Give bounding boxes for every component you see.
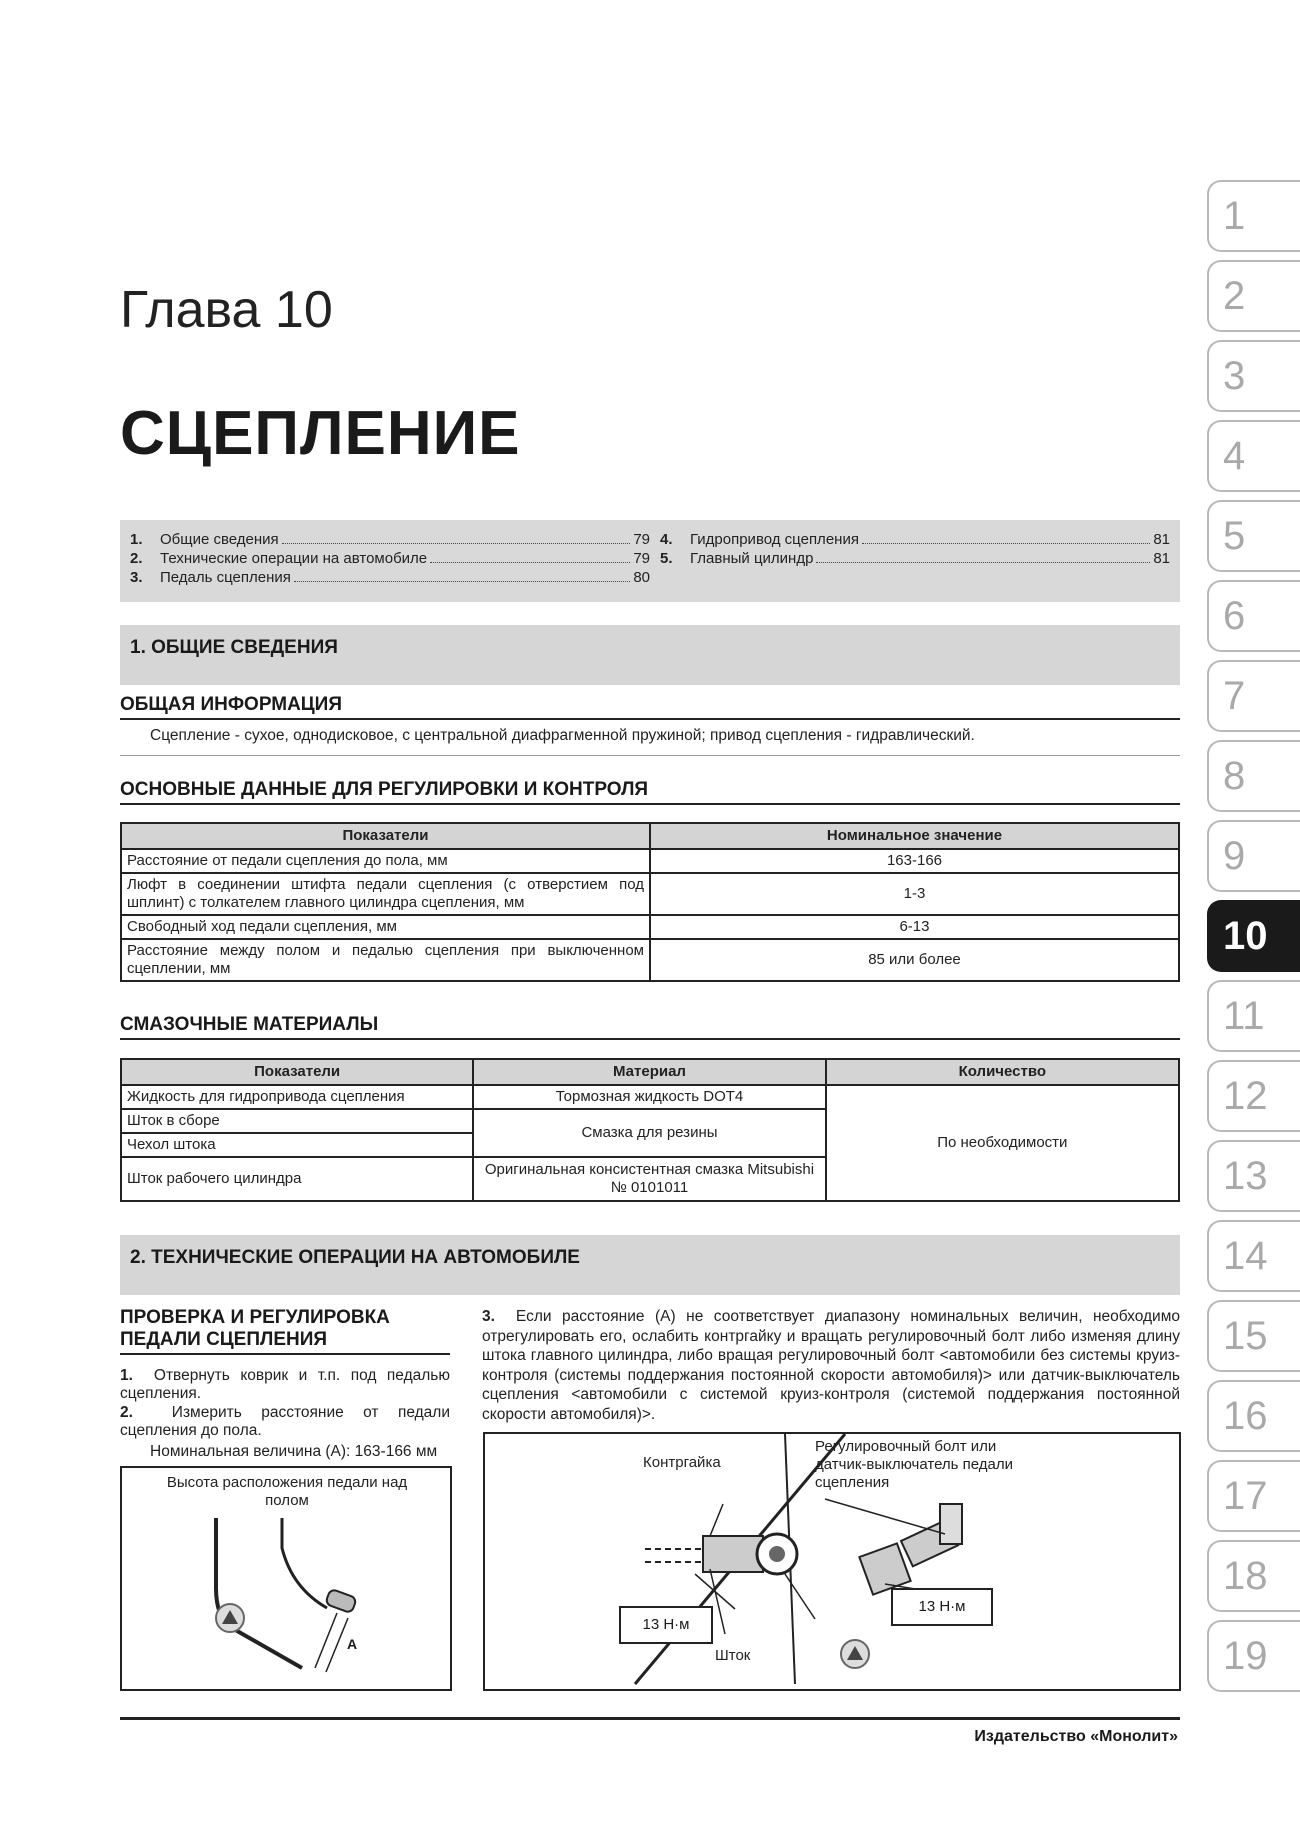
chapter-tab-19[interactable]: 19 xyxy=(1207,1620,1300,1692)
distance-marker: A xyxy=(347,1636,358,1652)
table-cell: Шток рабочего цилиндра xyxy=(121,1157,473,1201)
table-row xyxy=(121,1085,1179,1109)
chapter-tab-10[interactable]: 10 xyxy=(1207,900,1300,972)
section-1-banner xyxy=(120,625,1180,685)
table-cell: Жидкость для гидропривода сцепления xyxy=(121,1085,473,1109)
lubricants-heading: СМАЗОЧНЫЕ МАТЕРИАЛЫ xyxy=(120,1014,1180,1040)
step-2: 2. Измерить расстояние от педали сцепления до пола. xyxy=(120,1404,450,1439)
chapter-tab-2[interactable]: 2 xyxy=(1207,260,1300,332)
chapter-tab-11[interactable]: 11 xyxy=(1207,980,1300,1052)
chapter-tab-13[interactable]: 13 xyxy=(1207,1140,1300,1212)
column-header: Количество xyxy=(826,1059,1179,1085)
table-cell: Свободный ход педали сцепления, мм xyxy=(121,915,650,939)
toc-entry[interactable]: 2. Технические операции на автомобиле 79 xyxy=(130,550,650,567)
pedal-height-figure xyxy=(120,1466,452,1691)
divider xyxy=(120,755,1180,756)
general-info-text: Сцепление - сухое, однодисковое, с центральной диафрагменной пружиной; привод сцепления - гидравлический. xyxy=(150,727,975,744)
chapter-tab-3[interactable]: 3 xyxy=(1207,340,1300,412)
step-1: 1. Отвернуть коврик и т.п. под педалью сцепления. xyxy=(120,1367,450,1402)
column-header: Показатели xyxy=(121,823,650,849)
section-1-heading: 1. ОБЩИЕ СВЕДЕНИЯ xyxy=(130,637,338,658)
table-cell: 85 или более xyxy=(650,939,1179,981)
column-header: Показатели xyxy=(121,1059,473,1085)
toc-entry[interactable]: 3. Педаль сцепления 80 xyxy=(130,569,650,586)
locknut-label: Контргайка xyxy=(643,1454,721,1471)
section-2-banner xyxy=(120,1235,1180,1295)
rod-label: Шток xyxy=(715,1647,751,1664)
table-row xyxy=(121,849,1179,873)
table-cell: 163-166 xyxy=(650,849,1179,873)
table-cell: Расстояние между полом и педалью сцепления при выключенном сцеплении, мм xyxy=(121,939,650,981)
column-header: Номинальное значение xyxy=(650,823,1179,849)
toc-right-column xyxy=(660,530,1170,568)
chapter-tab-16[interactable]: 16 xyxy=(1207,1380,1300,1452)
figure-caption: Высота расположения педали над полом xyxy=(166,1474,408,1509)
chapter-tab-4[interactable]: 4 xyxy=(1207,420,1300,492)
chapter-tab-14[interactable]: 14 xyxy=(1207,1220,1300,1292)
table-cell: Чехол штока xyxy=(121,1133,473,1157)
pedal-drawing xyxy=(122,1468,450,1689)
chapter-tab-7[interactable]: 7 xyxy=(1207,660,1300,732)
chapter-tab-1[interactable]: 1 xyxy=(1207,180,1300,252)
table-row xyxy=(121,939,1179,981)
publisher-name: Издательство «Монолит» xyxy=(974,1728,1178,1745)
chapter-tab-15[interactable]: 15 xyxy=(1207,1300,1300,1372)
table-cell: Смазка для резины xyxy=(473,1109,825,1157)
lubricants-table xyxy=(120,1058,1180,1202)
chapter-tab-9[interactable]: 9 xyxy=(1207,820,1300,892)
column-header: Материал xyxy=(473,1059,825,1085)
table-cell: Оригинальная консистентная смазка Mitsubishi № 0101011 xyxy=(473,1157,825,1201)
adjust-heading: ОСНОВНЫЕ ДАННЫЕ ДЛЯ РЕГУЛИРОВКИ И КОНТРОЛЯ xyxy=(120,779,1180,805)
chapter-tab-12[interactable]: 12 xyxy=(1207,1060,1300,1132)
nominal-value: Номинальная величина (А): 163-166 мм xyxy=(150,1443,438,1460)
table-cell: Расстояние от педали сцепления до пола, мм xyxy=(121,849,650,873)
warning-icon xyxy=(216,1604,244,1632)
table-cell: Люфт в соединении штифта педали сцепления (с отверстием под шплинт) с толкателем главного цилиндра сцепления, мм xyxy=(121,873,650,915)
section-2-heading: 2. ТЕХНИЧЕСКИЕ ОПЕРАЦИИ НА АВТОМОБИЛЕ xyxy=(130,1247,580,1268)
table-cell: Тормозная жидкость DOT4 xyxy=(473,1085,825,1109)
table-row xyxy=(121,915,1179,939)
footer-divider xyxy=(120,1717,1180,1720)
toc-entry[interactable]: 4. Гидропривод сцепления 81 xyxy=(660,531,1170,548)
toc-entry[interactable]: 5. Главный цилиндр 81 xyxy=(660,550,1170,567)
pedal-adjustment-figure xyxy=(483,1432,1181,1691)
table-cell: 6-13 xyxy=(650,915,1179,939)
general-info-heading: ОБЩАЯ ИНФОРМАЦИЯ xyxy=(120,694,1180,720)
table-cell: Шток в сборе xyxy=(121,1109,473,1133)
adjusting-bolt-label: Регулировочный болт или датчик-выключатель педали сцепления xyxy=(815,1438,1014,1491)
toc-left-column xyxy=(130,530,650,587)
chapter-tab-8[interactable]: 8 xyxy=(1207,740,1300,812)
chapter-tab-17[interactable]: 17 xyxy=(1207,1460,1300,1532)
torque-box-locknut: 13 Н·м xyxy=(619,1606,713,1644)
torque-box-bolt: 13 Н·м xyxy=(891,1588,993,1626)
chapter-tab-18[interactable]: 18 xyxy=(1207,1540,1300,1612)
chapter-tab-5[interactable]: 5 xyxy=(1207,500,1300,572)
table-cell: По необходимости xyxy=(826,1085,1179,1201)
step-3: 3. Если расстояние (А) не соответствует диапазону номинальных величин, необходимо отрегулировать его, ослабить контргайку и вращать регулировочный болт либо изменяя длину штока главного цилиндра, либо вращая регулировочный болт <автомобили без системы круиз-контроля (системы поддержания постоянной скорости автомобиля)> или датчик-выключатель сцепления <автомобили с системой круиз-контроля (системой поддержания постоянной скорости автомобиля)>. xyxy=(482,1308,1180,1423)
toc-box xyxy=(120,520,1180,602)
chapter-label: Глава 10 xyxy=(120,281,333,339)
chapter-tab-6[interactable]: 6 xyxy=(1207,580,1300,652)
warning-icon xyxy=(841,1640,869,1668)
chapter-title: СЦЕПЛЕНИЕ xyxy=(120,399,521,468)
table-row xyxy=(121,873,1179,915)
pedal-check-heading: ПРОВЕРКА И РЕГУЛИРОВКА ПЕДАЛИ СЦЕПЛЕНИЯ xyxy=(120,1307,450,1355)
table-cell: 1-3 xyxy=(650,873,1179,915)
adjust-table xyxy=(120,822,1180,982)
toc-entry[interactable]: 1. Общие сведения 79 xyxy=(130,531,650,548)
